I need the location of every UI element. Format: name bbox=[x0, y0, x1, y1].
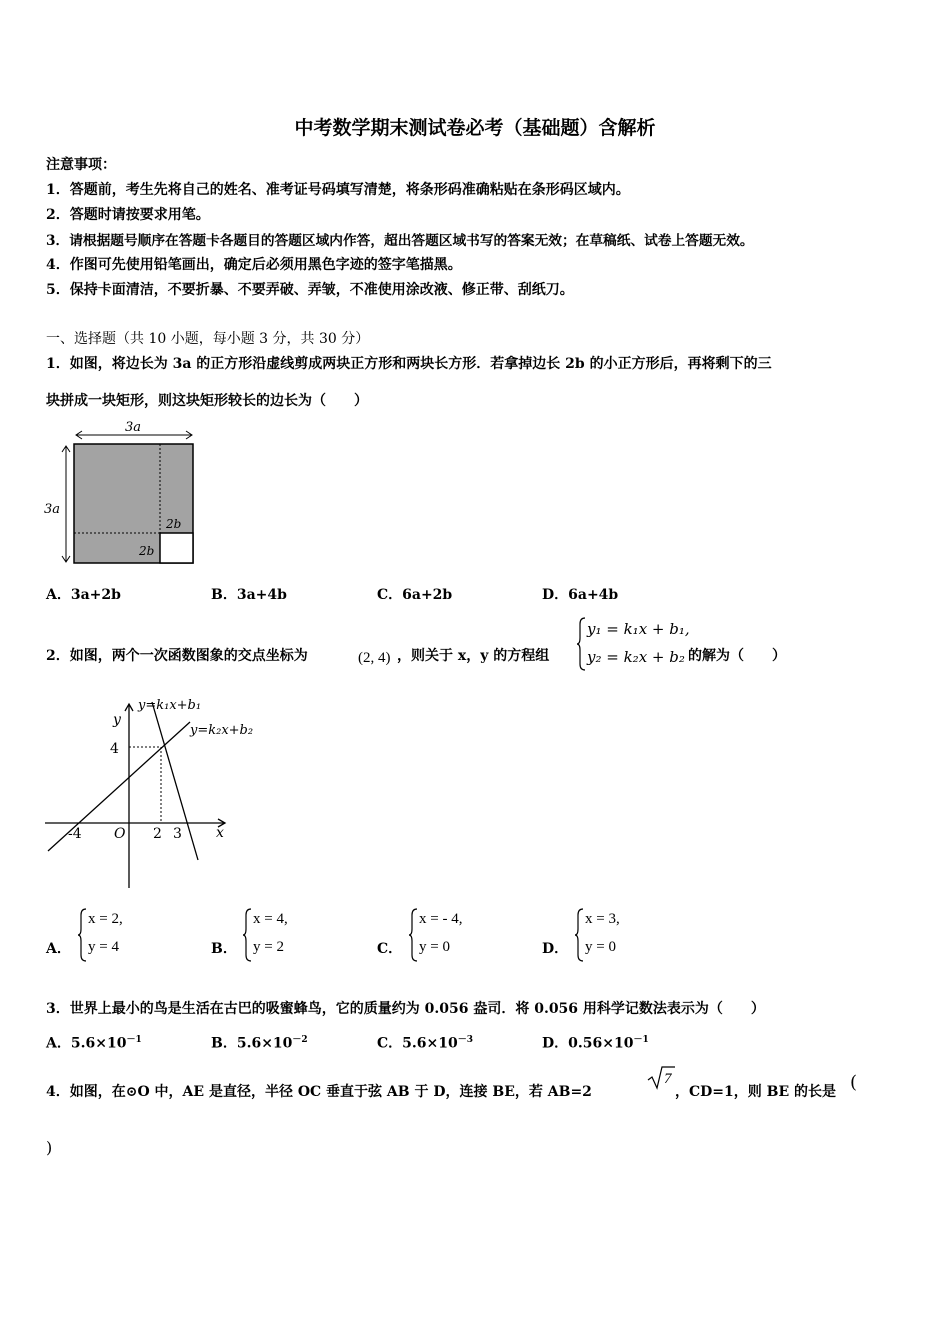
inner-right-label: 2b bbox=[166, 517, 182, 531]
notice-item-1: 1．答题前，考生先将自己的姓名、准考证号码填写清楚，将条形码准确粘贴在条形码区域内。 bbox=[46, 182, 630, 198]
q2-option-b-row1: x = 4, bbox=[253, 911, 288, 927]
brace-icon bbox=[575, 906, 585, 964]
line2-label: y=k₂x+b₂ bbox=[190, 723, 254, 738]
notice-item-3: 3．请根据题号顺序在答题卡各题目的答题区域内作答，超出答题区域书写的答案无效；在草稿纸、试卷上答题无效。 bbox=[46, 233, 754, 249]
q2-text-a: 2．如图，两个一次函数图象的交点坐标为 bbox=[46, 648, 308, 664]
q4-text-b: ，CD=1，则 BE 的长是 bbox=[675, 1084, 837, 1100]
q2-option-a-row2: y = 4 bbox=[88, 939, 119, 955]
q1-text-line2: 块拼成一块矩形，则这块矩形较长的边长为（ ） bbox=[46, 393, 368, 409]
q2-option-d-system[interactable] bbox=[575, 906, 675, 964]
q4-close-paren: ) bbox=[46, 1138, 53, 1157]
q2-point: (2, 4) bbox=[358, 650, 391, 666]
q2-option-a-row1: x = 2, bbox=[88, 911, 123, 927]
q2-text-b: ，则关于 x，y 的方程组 bbox=[397, 648, 550, 664]
q2-option-d-letter[interactable]: D． bbox=[542, 941, 569, 957]
q2-option-c-letter[interactable]: C． bbox=[377, 941, 403, 957]
tick-3: 3 bbox=[173, 826, 182, 842]
notice-item-4: 4．作图可先使用铅笔画出，确定后必须用黑色字迹的签字笔描黑。 bbox=[46, 257, 462, 273]
q2-option-a-letter[interactable]: A． bbox=[46, 941, 71, 957]
q2-text-c: 的解为（ ） bbox=[688, 648, 786, 664]
q1-option-b[interactable]: B．3a+4b bbox=[211, 587, 287, 603]
notice-item-5: 5．保持卡面清洁，不要折暴、不要弄破、弄皱，不准使用涂改液、修正带、刮纸刀。 bbox=[46, 282, 574, 298]
q2-eq2: y₂ = k₂x + b₂ bbox=[587, 648, 685, 666]
q4-open-paren: ( bbox=[850, 1072, 858, 1093]
x-axis-label: x bbox=[216, 825, 224, 841]
section-heading: 一、选择题（共 10 小题，每小题 3 分，共 30 分） bbox=[46, 331, 370, 347]
tick-neg4: -4 bbox=[68, 826, 82, 842]
q2-option-c-row2: y = 0 bbox=[419, 939, 450, 955]
sqrt-radicand: 7 bbox=[664, 1071, 672, 1087]
q2-option-c-system[interactable] bbox=[409, 906, 509, 964]
brace-icon bbox=[243, 906, 253, 964]
q2-option-d-row2: y = 0 bbox=[585, 939, 616, 955]
q2-option-c-row1: x = - 4, bbox=[419, 911, 463, 927]
tick-2: 2 bbox=[153, 826, 162, 842]
q2-equation-system bbox=[577, 616, 690, 672]
q2-option-b-system[interactable] bbox=[243, 906, 343, 964]
q1-option-c[interactable]: C．6a+2b bbox=[377, 587, 453, 603]
small-square-removed bbox=[160, 533, 193, 563]
sqrt-icon bbox=[646, 1064, 676, 1090]
q1-option-a[interactable]: A．3a+2b bbox=[46, 587, 121, 603]
q3-option-c[interactable]: C．$5.6\times 10^{-3}$ bbox=[377, 1035, 473, 1052]
page-title: 中考数学期末测试卷必考（基础题）含解析 bbox=[294, 117, 656, 139]
q2-option-a-system[interactable] bbox=[78, 906, 178, 964]
q3-option-a[interactable]: A．$5.6\times 10^{-1}$ bbox=[46, 1035, 142, 1052]
q3-option-b[interactable]: B．$5.6\times 10^{-2}$ bbox=[211, 1035, 308, 1052]
notice-item-2: 2．答题时请按要求用笔。 bbox=[46, 207, 210, 223]
q1-square-figure bbox=[40, 416, 210, 571]
q4-text-a: 4．如图，在⊙O 中，AE 是直径，半径 OC 垂直于弦 AB 于 D，连接 BE，若 AB=2 bbox=[46, 1084, 592, 1100]
line1-label: y=k₁x+b₁ bbox=[138, 698, 202, 713]
brace-icon bbox=[78, 906, 88, 964]
q2-eq1: y₁ = k₁x + b₁, bbox=[587, 620, 690, 638]
q3-text: 3．世界上最小的鸟是生活在古巴的吸蜜蜂鸟，它的质量约为 0.056 盎司．将 0.056 用科学记数法表示为（ ） bbox=[46, 1001, 765, 1017]
y-axis-label: y bbox=[113, 712, 121, 728]
q2-option-d-row1: x = 3, bbox=[585, 911, 620, 927]
left-label: 3a bbox=[44, 502, 61, 517]
top-label: 3a bbox=[125, 420, 142, 435]
q2-graph bbox=[40, 690, 270, 890]
q2-option-b-row2: y = 2 bbox=[253, 939, 284, 955]
tick-4: 4 bbox=[110, 741, 119, 757]
q1-option-d[interactable]: D．6a+4b bbox=[542, 587, 619, 603]
brace-icon bbox=[409, 906, 419, 964]
q1-text-line1: 1．如图，将边长为 3a 的正方形沿虚线剪成两块正方形和两块长方形．若拿掉边长 2b 的小正方形后，再将剩下的三 bbox=[46, 356, 772, 372]
notice-heading: 注意事项： bbox=[46, 157, 116, 173]
q3-option-d[interactable]: D．$0.56\times 10^{-1}$ bbox=[542, 1035, 649, 1052]
brace-icon bbox=[577, 616, 587, 672]
origin-label: O bbox=[114, 826, 126, 842]
inner-bottom-label: 2b bbox=[139, 544, 155, 558]
q2-option-b-letter[interactable]: B． bbox=[211, 941, 237, 957]
